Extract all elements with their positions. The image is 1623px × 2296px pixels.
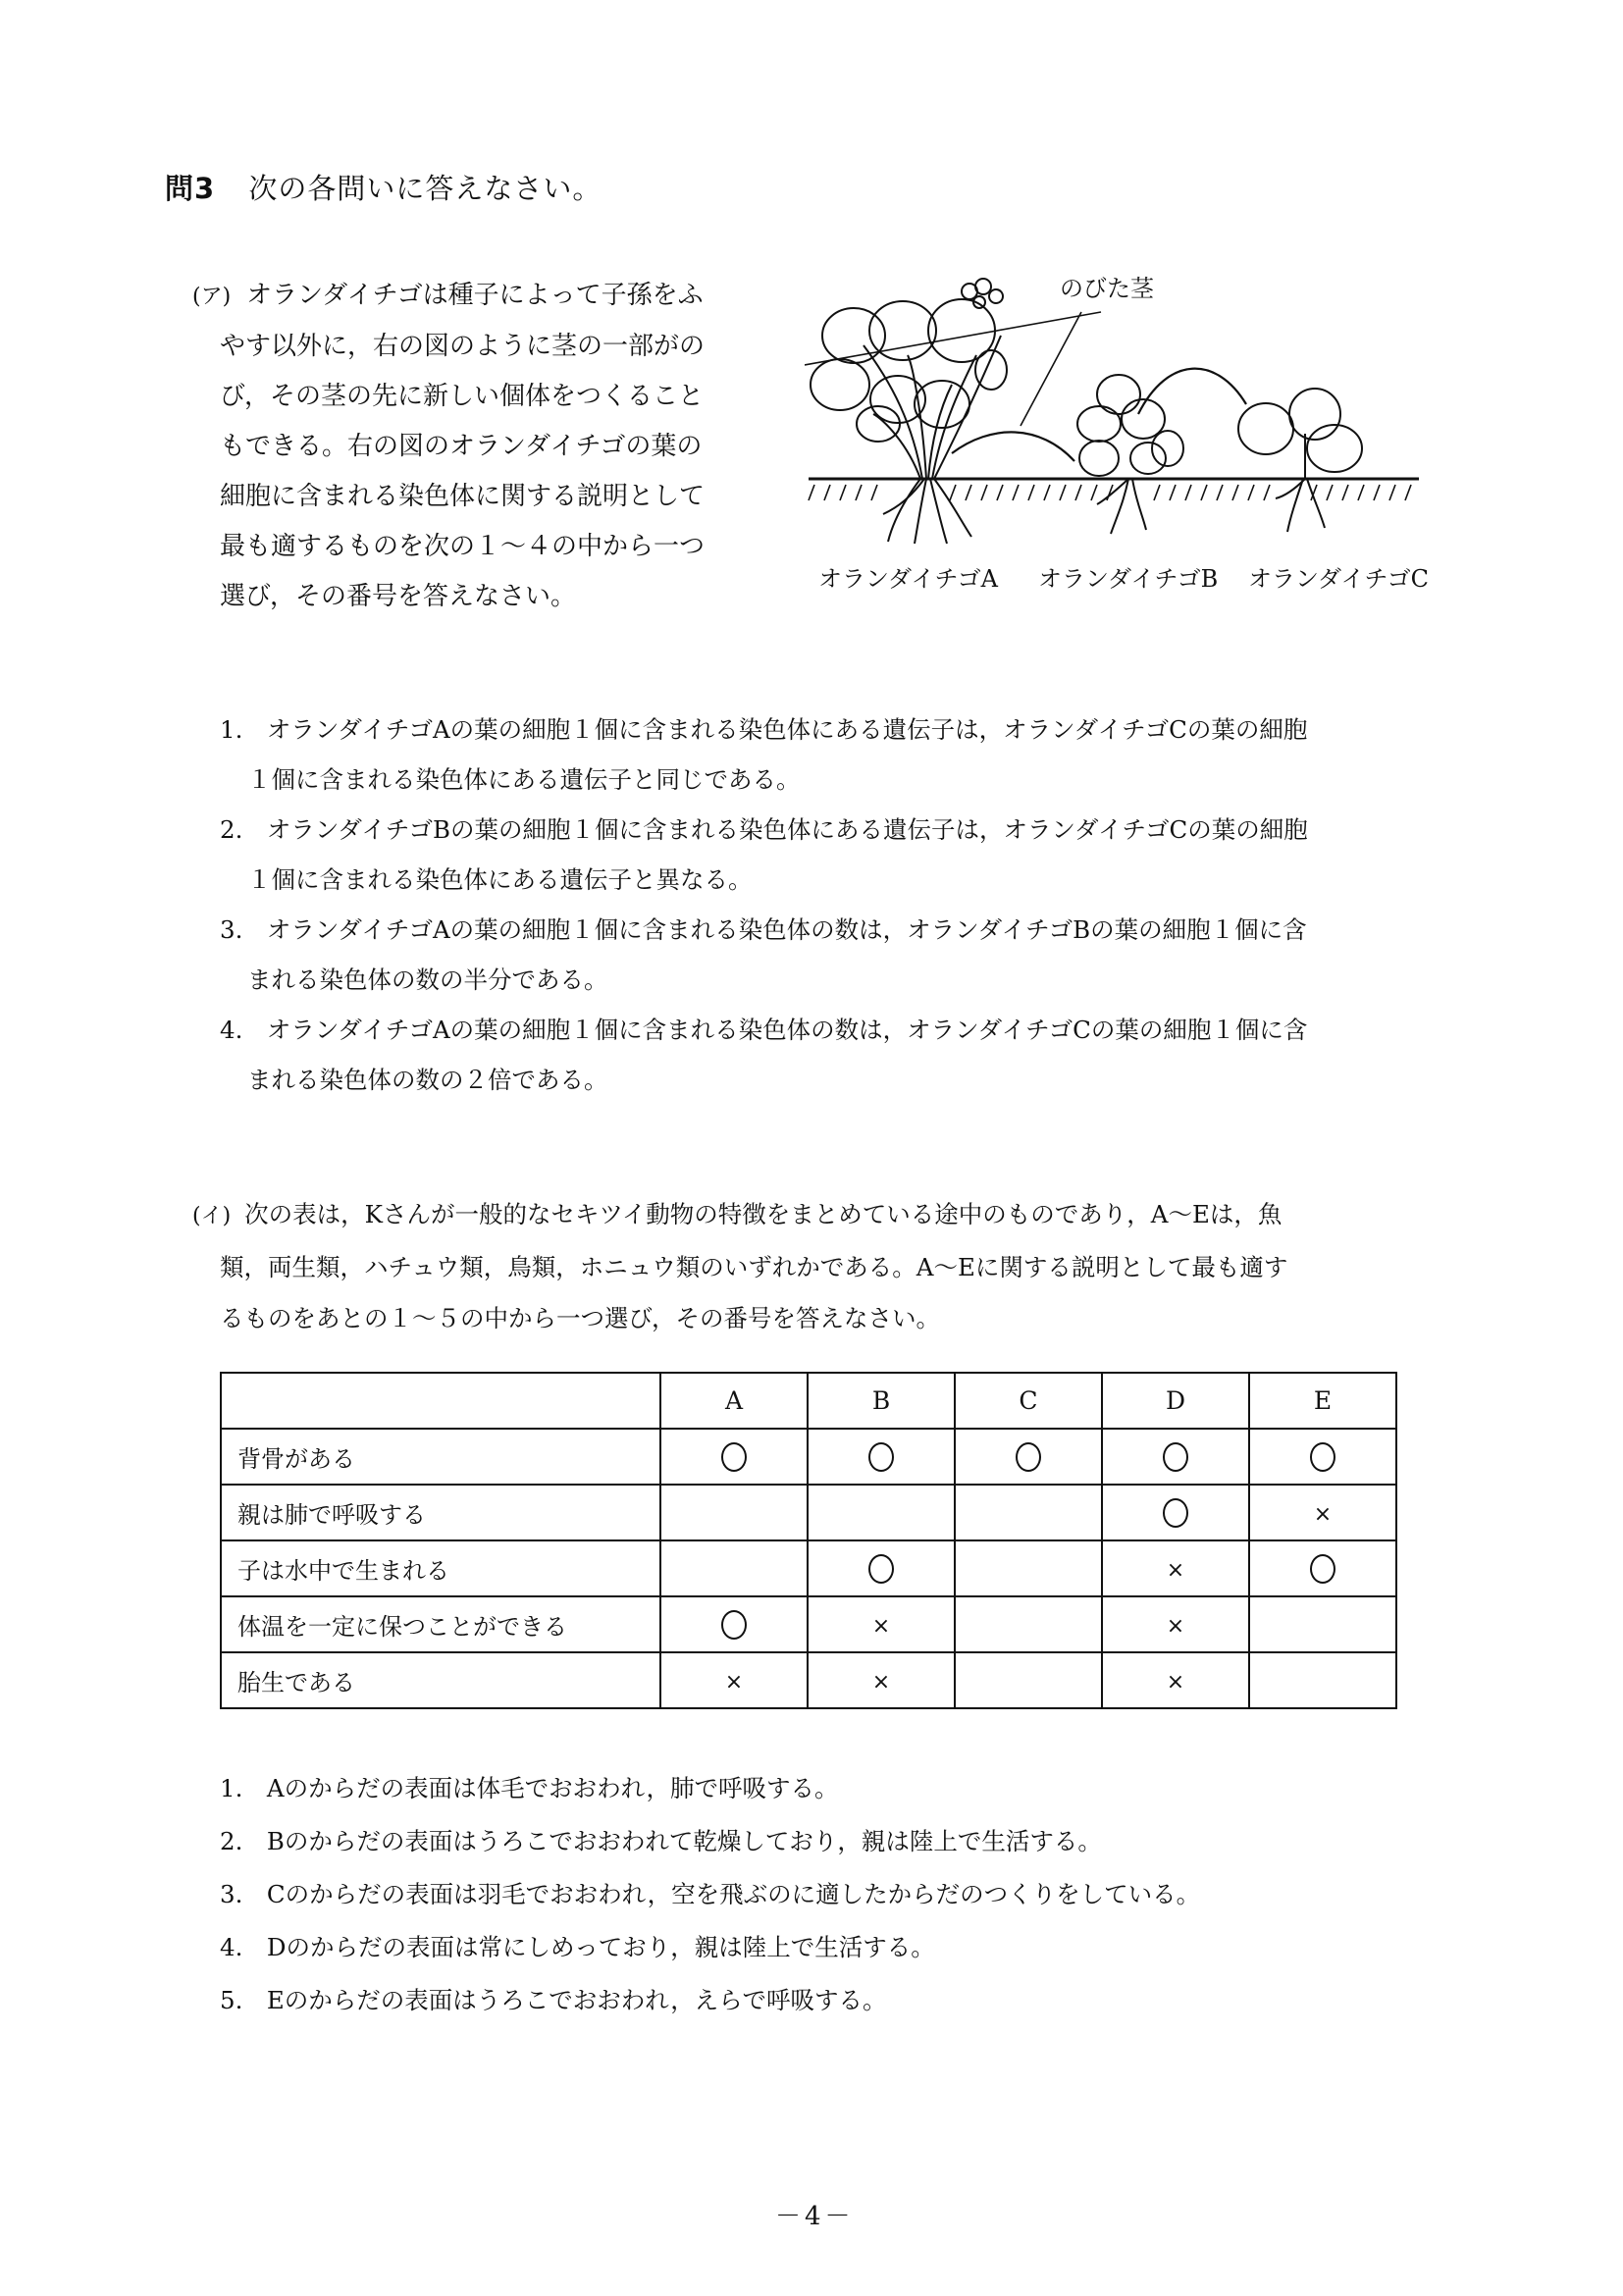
cross-mark: × xyxy=(724,1669,744,1695)
circle-mark xyxy=(1163,1498,1188,1528)
choice-text: オランダイチゴAの葉の細胞１個に含まれる染色体の数は，オランダイチゴCの葉の細胞１個に含 xyxy=(266,1016,1308,1044)
cross-mark: × xyxy=(1166,1613,1185,1639)
runner-a-b xyxy=(952,432,1074,461)
strawberry-illustration xyxy=(805,257,1433,551)
option-5 xyxy=(220,1974,1200,2027)
row-label: 体温を一定に保つことができる xyxy=(221,1596,660,1652)
choice-number: 4. xyxy=(220,1016,243,1044)
row-label: 背骨がある xyxy=(221,1429,660,1485)
part-a-line: 最も適するものを次の１～４の中から一つ xyxy=(220,532,706,561)
table-cell xyxy=(660,1485,808,1540)
row-label: 親は肺で呼吸する xyxy=(221,1485,660,1540)
choice-text-cont: まれる染色体の数の半分である。 xyxy=(247,965,608,994)
circle-mark xyxy=(1016,1442,1041,1472)
part-a-marker: (ア) xyxy=(192,285,232,309)
table-cell xyxy=(660,1596,808,1652)
option-number: 3. xyxy=(220,1880,243,1908)
table-cell xyxy=(1102,1485,1249,1540)
choice-text: オランダイチゴAの葉の細胞１個に含まれる染色体の数は，オランダイチゴBの葉の細胞１個に含 xyxy=(266,915,1307,944)
plant-a xyxy=(811,279,1007,544)
table-cell xyxy=(660,1429,808,1485)
circle-mark xyxy=(1310,1554,1335,1584)
table-row xyxy=(221,1429,1396,1485)
row-label: 胎生である xyxy=(221,1652,660,1708)
table-row xyxy=(221,1485,1396,1540)
part-a-choices xyxy=(220,704,1515,1105)
table-cell xyxy=(955,1429,1102,1485)
choice-number: 3. xyxy=(220,915,243,944)
table-header-row xyxy=(221,1373,1396,1429)
table-cell xyxy=(1249,1429,1396,1485)
option-text: Eのからだの表面はうろこでおおわれ，えらで呼吸する。 xyxy=(266,1986,887,2014)
cross-mark: × xyxy=(1166,1557,1185,1583)
part-b-line: 類，両生類，ハチュウ類，鳥類，ホニュウ類のいずれかである。A～Eに関する説明として最も適す xyxy=(220,1253,1288,1281)
choice-4 xyxy=(220,1005,1515,1055)
table-cell xyxy=(660,1540,808,1596)
table-cell xyxy=(1102,1652,1249,1708)
page-number: －4－ xyxy=(775,2202,855,2231)
plant-label-a: オランダイチゴA xyxy=(818,565,998,593)
table-cell xyxy=(660,1652,808,1708)
table-cell xyxy=(955,1596,1102,1652)
strawberry-figure xyxy=(805,257,1433,593)
cross-mark: × xyxy=(871,1669,891,1695)
choice-2 xyxy=(220,805,1515,855)
option-text: Dのからだの表面は常にしめっており，親は陸上で生活する。 xyxy=(266,1933,935,1961)
option-text: Aのからだの表面は体毛でおおわれ，肺で呼吸する。 xyxy=(266,1774,839,1802)
choice-text: オランダイチゴAの葉の細胞１個に含まれる染色体にある遺伝子は，オランダイチゴCの葉の細胞 xyxy=(266,715,1308,744)
option-number: 2. xyxy=(220,1827,243,1855)
part-a-line: やす以外に，右の図のように茎の一部がの xyxy=(220,332,706,361)
column-header-e: E xyxy=(1249,1373,1396,1429)
column-header-d: D xyxy=(1102,1373,1249,1429)
option-number: 1. xyxy=(220,1774,243,1802)
column-header-c: C xyxy=(955,1373,1102,1429)
table-cell xyxy=(1249,1652,1396,1708)
table-row xyxy=(221,1540,1396,1596)
option-text: Cのからだの表面は羽毛でおおわれ，空を飛ぶのに適したからだのつくりをしている。 xyxy=(266,1880,1201,1908)
choice-text-cont: まれる染色体の数の２倍である。 xyxy=(247,1066,608,1094)
question-heading xyxy=(165,167,602,207)
choice-3 xyxy=(220,905,1515,955)
row-label: 子は水中で生まれる xyxy=(221,1540,660,1596)
question-number: 問3 xyxy=(165,172,216,205)
circle-mark xyxy=(721,1442,747,1472)
part-b-prompt xyxy=(192,1189,1507,1344)
table-cell xyxy=(808,1540,955,1596)
option-2 xyxy=(220,1815,1200,1868)
stem-leader-1 xyxy=(1021,312,1081,426)
part-a-prompt xyxy=(192,271,781,622)
plant-label-c: オランダイチゴC xyxy=(1248,565,1429,593)
option-number: 5. xyxy=(220,1986,243,2014)
cross-mark: × xyxy=(871,1613,891,1639)
cross-mark: × xyxy=(1166,1669,1185,1695)
question-instruction: 次の各問いに答えなさい。 xyxy=(248,172,602,205)
choice-text: オランダイチゴBの葉の細胞１個に含まれる染色体にある遺伝子は，オランダイチゴCの葉の細胞 xyxy=(266,815,1308,844)
choice-text-cont: １個に含まれる染色体にある遺伝子と同じである。 xyxy=(247,765,801,794)
plant-c xyxy=(1238,389,1362,532)
soil-hatching xyxy=(809,485,1411,500)
option-number: 4. xyxy=(220,1933,243,1961)
table-cell xyxy=(955,1540,1102,1596)
option-text: Bのからだの表面はうろこでおおわれて乾燥しており，親は陸上で生活する。 xyxy=(266,1827,1102,1855)
choice-number: 1. xyxy=(220,715,243,744)
part-a-line: 細胞に含まれる染色体に関する説明として xyxy=(220,482,706,511)
part-a-line: 選び，その番号を答えなさい。 xyxy=(220,582,576,611)
option-1 xyxy=(220,1762,1200,1815)
plant-b xyxy=(1077,375,1183,534)
table-cell xyxy=(955,1652,1102,1708)
choice-1 xyxy=(220,704,1515,755)
table-row xyxy=(221,1596,1396,1652)
table-cell xyxy=(1249,1596,1396,1652)
circle-mark xyxy=(868,1442,894,1472)
choice-number: 2. xyxy=(220,815,243,844)
part-a-line: び，その茎の先に新しい個体をつくること xyxy=(220,382,704,411)
part-a-line: オランダイチゴは種子によって子孫をふ xyxy=(246,281,704,310)
part-a-line: もできる。右の図のオランダイチゴの葉の xyxy=(220,432,703,461)
runner-b-c xyxy=(1138,369,1246,414)
column-header-b: B xyxy=(808,1373,955,1429)
table-cell xyxy=(1249,1485,1396,1540)
circle-mark xyxy=(1163,1442,1188,1472)
header-blank-cell xyxy=(221,1373,660,1429)
part-b-marker: (イ) xyxy=(192,1204,232,1228)
part-b-line: 次の表は，Kさんが一般的なセキツイ動物の特徴をまとめている途中のものであり，A～Eは，魚 xyxy=(244,1200,1283,1228)
vertebrate-traits-table xyxy=(220,1372,1397,1709)
table-cell xyxy=(955,1485,1102,1540)
table-cell xyxy=(1102,1540,1249,1596)
cross-mark: × xyxy=(1313,1501,1333,1527)
table-cell xyxy=(808,1596,955,1652)
part-b-choices xyxy=(220,1762,1200,2027)
circle-mark xyxy=(868,1554,894,1584)
table-cell xyxy=(1102,1596,1249,1652)
option-4 xyxy=(220,1921,1200,1974)
table-row xyxy=(221,1652,1396,1708)
table-cell xyxy=(808,1429,955,1485)
choice-text-cont: １個に含まれる染色体にある遺伝子と異なる。 xyxy=(247,865,753,894)
circle-mark xyxy=(1310,1442,1335,1472)
part-b-line: るものをあとの１～５の中から一つ選び，その番号を答えなさい。 xyxy=(220,1304,941,1332)
circle-mark xyxy=(721,1610,747,1640)
table-cell xyxy=(808,1652,955,1708)
option-3 xyxy=(220,1868,1200,1921)
stem-label: のびた茎 xyxy=(1060,275,1154,302)
table-cell xyxy=(1249,1540,1396,1596)
table-cell xyxy=(1102,1429,1249,1485)
plant-label-b: オランダイチゴB xyxy=(1038,565,1219,593)
column-header-a: A xyxy=(660,1373,808,1429)
table-cell xyxy=(808,1485,955,1540)
